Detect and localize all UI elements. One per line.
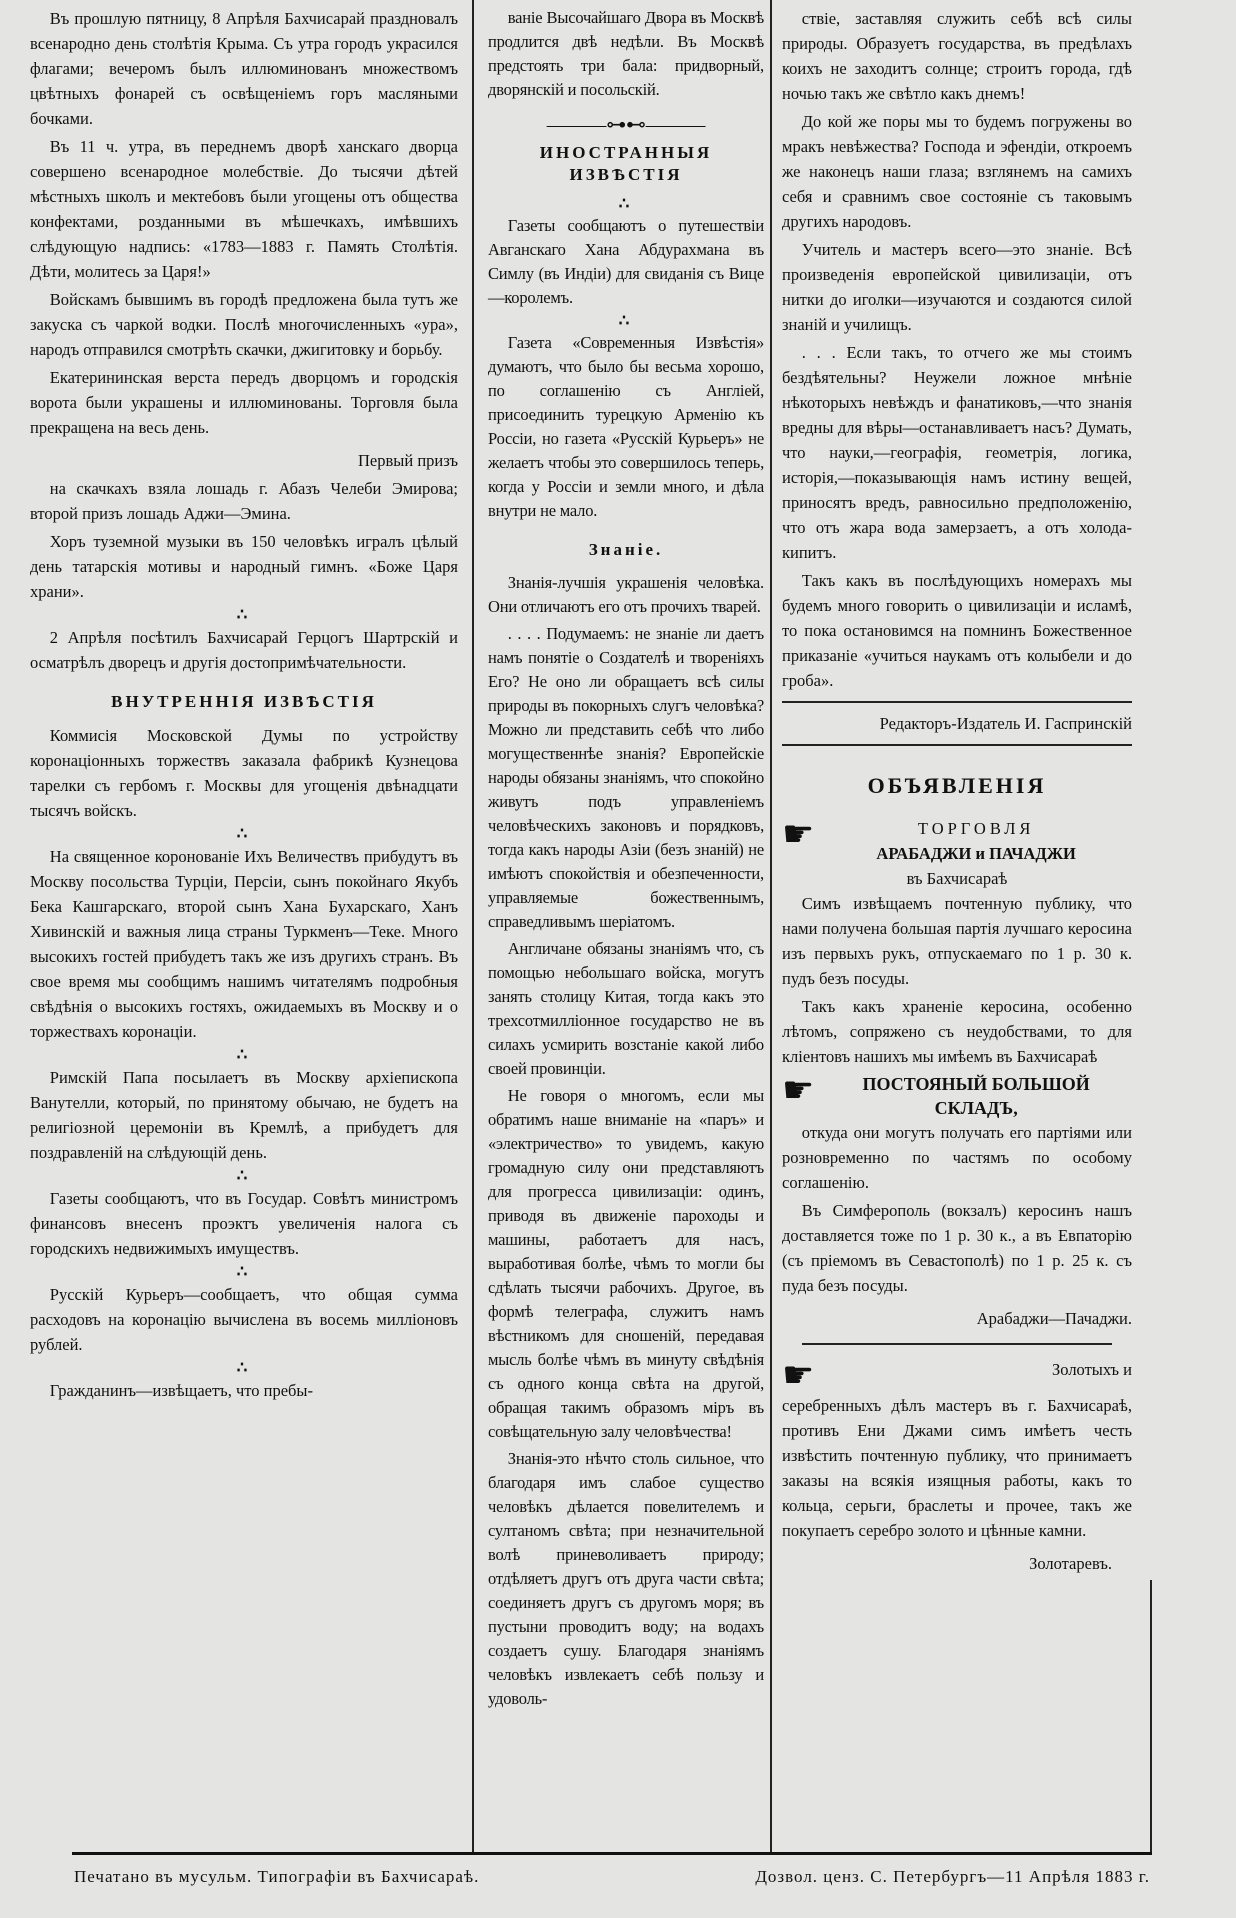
separator-dots: ∴ (236, 1166, 252, 1185)
ad-signature: Золотаревъ. (1029, 1554, 1112, 1573)
ad-title: АРАБАДЖИ и ПАЧАДЖИ (876, 844, 1076, 863)
printer-imprint: Печатано въ мусульм. Типографіи въ Бахчисараѣ. (74, 1867, 480, 1886)
pointing-hand-icon: ☛ (782, 1355, 815, 1395)
separator-dots: ∴ (236, 1262, 252, 1281)
column-1 (30, 6, 458, 1406)
ad-paragraph: Въ Симферополь (вокзалъ) керосинъ нашъ доставляется тоже по 1 р. 30 к., а въ Евпаторію (съ пріемомъ въ Севастополѣ) по 1 р. 25 к. съ пуда безъ посуды. (782, 1201, 1132, 1295)
separator-dots: ∴ (618, 194, 634, 213)
divider (782, 701, 1132, 703)
article-paragraph: Такъ какъ въ послѣдующихъ номерахъ мы будемъ много говорить о цивилизаціи и исламѣ, то пока остановимся на помнинъ Божественное приказаніе «учиться наукамъ отъ колыбели и до гроба». (782, 571, 1132, 690)
article-paragraph: Въ прошлую пятницу, 8 Апрѣля Бахчисарай праздновалъ всенародно день столѣтія Крыма. Съ утра городъ украсился флагами; вечеромъ былъ иллюминованъ множествомъ цвѣтныхъ фонарей съ освѣщеніемъ горъ масляными бочками. (30, 9, 458, 128)
article-paragraph: Войскамъ бывшимъ въ городѣ предложена была тутъ же закуска съ чаркой водки. Послѣ многочисленныхъ «ура», народъ отправился смотрѣть скачки, джигитовку и борьбу. (30, 290, 458, 359)
article-paragraph: Въ 11 ч. утра, въ переднемъ дворѣ ханскаго дворца совершено всенародное молебствіе. До тысячи дѣтей мѣстныхъ школъ и мектебовъ были угощены отъ общества конфектами, розданными въ мѣшечкахъ, имѣвшихъ слѣдующую надпись: «1783—1883 г. Память Столѣтія. Дѣти, молитесь за Царя!» (30, 137, 458, 281)
pointing-hand-icon: ☛ (782, 814, 815, 854)
ornament-divider: ———⊶⊷——— (546, 114, 706, 136)
article-paragraph: Англичане обязаны знаніямъ что, съ помощью небольшаго войска, могутъ занять столицу Китая, тогда какъ это трехсотмилліонное государство не въ силахъ усмирить возстаніе какой либо своей провинціи. (488, 939, 764, 1078)
separator-dots: ∴ (236, 824, 252, 843)
divider (782, 744, 1132, 746)
censor-approval: Дозвол. ценз. С. Петербургъ—11 Апрѣля 1883 г. (755, 1867, 1150, 1886)
ad-paragraph: Симъ извѣщаемъ почтенную публику, что нами получена большая партія лучшаго керосина изъ первыхъ рукъ, отпускаемаго по 1 р. 30 к. пудъ безъ посуды. (782, 894, 1132, 988)
article-paragraph: До кой же поры мы то будемъ погружены во мракъ невѣжества? Господа и эфендіи, откроемъ же наконецъ наши глаза; взглянемъ на самихъ себя и сравнимъ свое состояніе съ таковымъ другихъ народовъ. (782, 112, 1132, 231)
ads-heading: ОБЪЯВЛЕНІЯ (867, 773, 1047, 798)
pointing-hand-icon: ☛ (782, 1072, 815, 1110)
divider (802, 1343, 1112, 1345)
separator-dots: ∴ (236, 605, 252, 624)
article-paragraph: Газета «Современныя Извѣстія» думаютъ, что было бы весьма хорошо, по соглашенію съ Англіей, присоединить турецкую Арменію къ Россіи, но газета «Русскій Курьеръ» не желаетъ чтобы это совершилось теперь, когда у Россіи и земли много, и дѣла внутри не мало. (488, 333, 764, 520)
article-paragraph: ваніе Высочайшаго Двора въ Москвѣ продлится двѣ недѣли. Въ Москвѣ предстоять три бала: придворный, дворянскій и посольскій. (488, 8, 764, 99)
ad-paragraph: Золотыхъ и (1052, 1360, 1132, 1379)
ad-paragraph: серебренныхъ дѣлъ мастеръ въ г. Бахчисараѣ, противъ Ени Джами симъ имѣетъ честь извѣстить почтенную публику, что принимаетъ заказы на всякія изящныя работы, какъ то кольца, серьги, браслеты и прочее, такъ же покупаетъ серебро золото и цѣнные камни. (782, 1396, 1132, 1540)
imprint-footer (74, 1866, 1150, 1888)
section-heading: ИНОСТРАННЫЯ ИЗВѢСТІЯ (539, 143, 713, 184)
advertisement-kerosene (782, 816, 1132, 1331)
ad-paragraph: откуда они могутъ получать его партіями или розновременно по частямъ по особому соглашенію. (782, 1123, 1132, 1192)
article-paragraph: . . . . Подумаемъ: не знаніе ли даетъ намъ понятіе о Создателѣ и твореніяхъ Его? Не оно ли обращаетъ всѣ силы природы въ покорныхъ слугъ человѣка? Можно ли представить себѣ что либо могущественнѣе знанія? Европейскіе народы обязаны знаніямъ, что спокойно живутъ подъ управленіемъ человѣческихъ законовъ и порядковъ, тогда какъ народы Азіи (безъ знаній) не имѣютъ спокойствія и обезпеченности, управляемые божественнымъ, справедливымъ шеріатомъ. (488, 624, 764, 931)
article-paragraph: Знанія-это нѣчто столь сильное, что благодаря имъ слабое существо человѣкъ дѣлается повелителемъ и султаномъ свѣта; при незначительной волѣ приневоливаетъ природу; отдѣляетъ другъ отъ друга части свѣта; соединяетъ другъ съ другомъ моря; въ пустыни проводитъ воду; на водахъ создаетъ сушу. Благодаря знаніямъ человѣкъ извлекаетъ себѣ пользу и удоволь- (488, 1449, 764, 1708)
article-paragraph: На священное коронованіе Ихъ Величествъ прибудутъ въ Москву посольства Турціи, Персіи, сынъ покойнаго Якубъ Бека Кашгарскаго, второй сынъ Хана Бухарскаго, Ханъ Хивинскій и важныя лица страны Туркменъ—Теке. Много высокихъ гостей прибудетъ такъ же изъ другихъ странъ. Въ свое время мы сообщимъ нашимъ читателямъ подробныя свѣдѣнія о высокихъ гостяхъ, ожидаемыхъ въ Москву и о торжествахъ коронаціи. (30, 847, 458, 1041)
column-2 (488, 6, 764, 1714)
article-paragraph: на скачкахъ взяла лошадь г. Абазъ Челеби Эмирова; второй призъ лошадь Аджи—Эмина. (30, 479, 458, 523)
article-paragraph: Газеты сообщаютъ о путешествіи Авганскаго Хана Абдурахмана въ Симлу (въ Индіи) для свиданія съ Вице—королемъ. (488, 216, 764, 307)
column-rule (770, 0, 772, 1852)
article-paragraph: ствіе, заставляя служить себѣ всѣ силы природы. Образуетъ государства, въ предѣлахъ коихъ не заходитъ солнце; строитъ города, гдѣ ночью такъ же свѣтло какъ днемъ! (782, 9, 1132, 103)
column-rule (1150, 1580, 1152, 1852)
article-paragraph: . . . Если такъ, то отчего же мы стоимъ бездѣятельны? Неужели ложное мнѣніе нѣкоторыхъ невѣждъ и фанатиковъ,—что знанія вредны для вѣры—останавливаетъ насъ? Думать, что науки,—географія, геометрія, логика, исторія,—показывающія намъ истину вещей, приносятъ вредъ, равносильно предположенію, что отъ жара вода замерзаетъ, а отъ холода-кипитъ. (782, 343, 1132, 562)
ad-title: ТОРГОВЛЯ (917, 819, 1035, 838)
article-paragraph: Римскій Папа посылаетъ въ Москву архіепископа Ванутелли, который, по принятому обычаю, не будетъ на религіозной церемоніи въ Кремлѣ, а прибудетъ для поздравленій на слѣдующій день. (30, 1068, 458, 1162)
ad-highlight: ПОСТОЯНЫЙ БОЛЬШОЙ СКЛАДЪ, (862, 1074, 1090, 1118)
article-paragraph: 2 Апрѣля посѣтилъ Бахчисарай Герцогъ Шартрскій и осматрѣлъ дворецъ и другія достопримѣчательности. (30, 628, 458, 672)
separator-dots: ∴ (236, 1358, 252, 1377)
column-3 (782, 6, 1132, 1584)
article-paragraph: Хоръ туземной музыки въ 150 человѣкъ игралъ цѣлый день татарскія мотивы и народный гимнъ. «Боже Царя храни». (30, 532, 458, 601)
separator-dots: ∴ (618, 311, 634, 330)
article-paragraph: Русскій Курьеръ—сообщаетъ, что общая сумма расходовъ на коронацію вычислена въ восемь милліоновъ рублей. (30, 1285, 458, 1354)
column-rule (472, 0, 474, 1852)
article-paragraph: Гражданинъ—извѣщаетъ, что пребы- (49, 1381, 313, 1400)
bottom-rule (72, 1852, 1152, 1855)
article-paragraph: Газеты сообщаютъ, что въ Государ. Совѣтъ министромъ финансовъ внесенъ проэктъ увеличенія налога съ городскихъ недвижимыхъ имуществъ. (30, 1189, 458, 1258)
article-paragraph: Не говоря о многомъ, если мы обратимъ наше вниманіе на «паръ» и «электричество» то увидемъ, какую громадную силу они представляютъ для прогресса цивилизаціи: одинъ, приводя въ движеніе пароходы и машины, работаетъ для насъ, выработивая болѣе, чѣмъ то могли бы сдѣлать тысячи рабочихъ. Другое, въ формѣ телеграфа, служитъ намъ вѣстникомъ для сношеній, передавая мысль болѣе чѣмъ въ минуту свѣдѣнія съ одного конца свѣта на другой, обращая такимъ образомъ міръ въ совѣщательную залу человѣчества! (488, 1086, 764, 1441)
ad-subtitle: въ Бахчисараѣ (906, 869, 1008, 888)
article-paragraph: Коммисія Московской Думы по устройству коронаціонныхъ торжествъ заказала фабрикѣ Кузнецова тарелки съ гербомъ г. Москвы для угощенія двѣнадцати тысячъ войскъ. (30, 726, 458, 820)
section-heading: Знаніе. (588, 540, 664, 559)
article-paragraph: Знанія-лучшія украшенія человѣка. Они отличаютъ его отъ прочихъ тварей. (488, 573, 764, 616)
article-paragraph: Учитель и мастеръ всего—это знаніе. Всѣ произведенія европейской цивилизаціи, отъ нитки до иголки—изучаются и создаются силой знаній и училищъ. (782, 240, 1132, 334)
section-heading: ВНУТРЕННІЯ ИЗВѢСТІЯ (111, 692, 377, 711)
article-paragraph: Екатерининская верста передъ дворцомъ и городскія ворота были украшены и иллюминованы. Торговля была прекращена на весь день. (30, 368, 458, 437)
advertisement-jeweler (782, 1357, 1132, 1576)
editor-signature: Редакторъ-Издатель И. Гаспринскій (879, 714, 1132, 733)
article-paragraph: Первый призъ (358, 451, 458, 470)
separator-dots: ∴ (236, 1045, 252, 1064)
ad-paragraph: Такъ какъ храненіе керосина, особенно лѣтомъ, сопряжено съ неудобствами, то для кліентовъ нашихъ мы имѣемъ въ Бахчисараѣ (782, 997, 1132, 1066)
ad-signature: Арабаджи—Пачаджи. (976, 1309, 1132, 1328)
